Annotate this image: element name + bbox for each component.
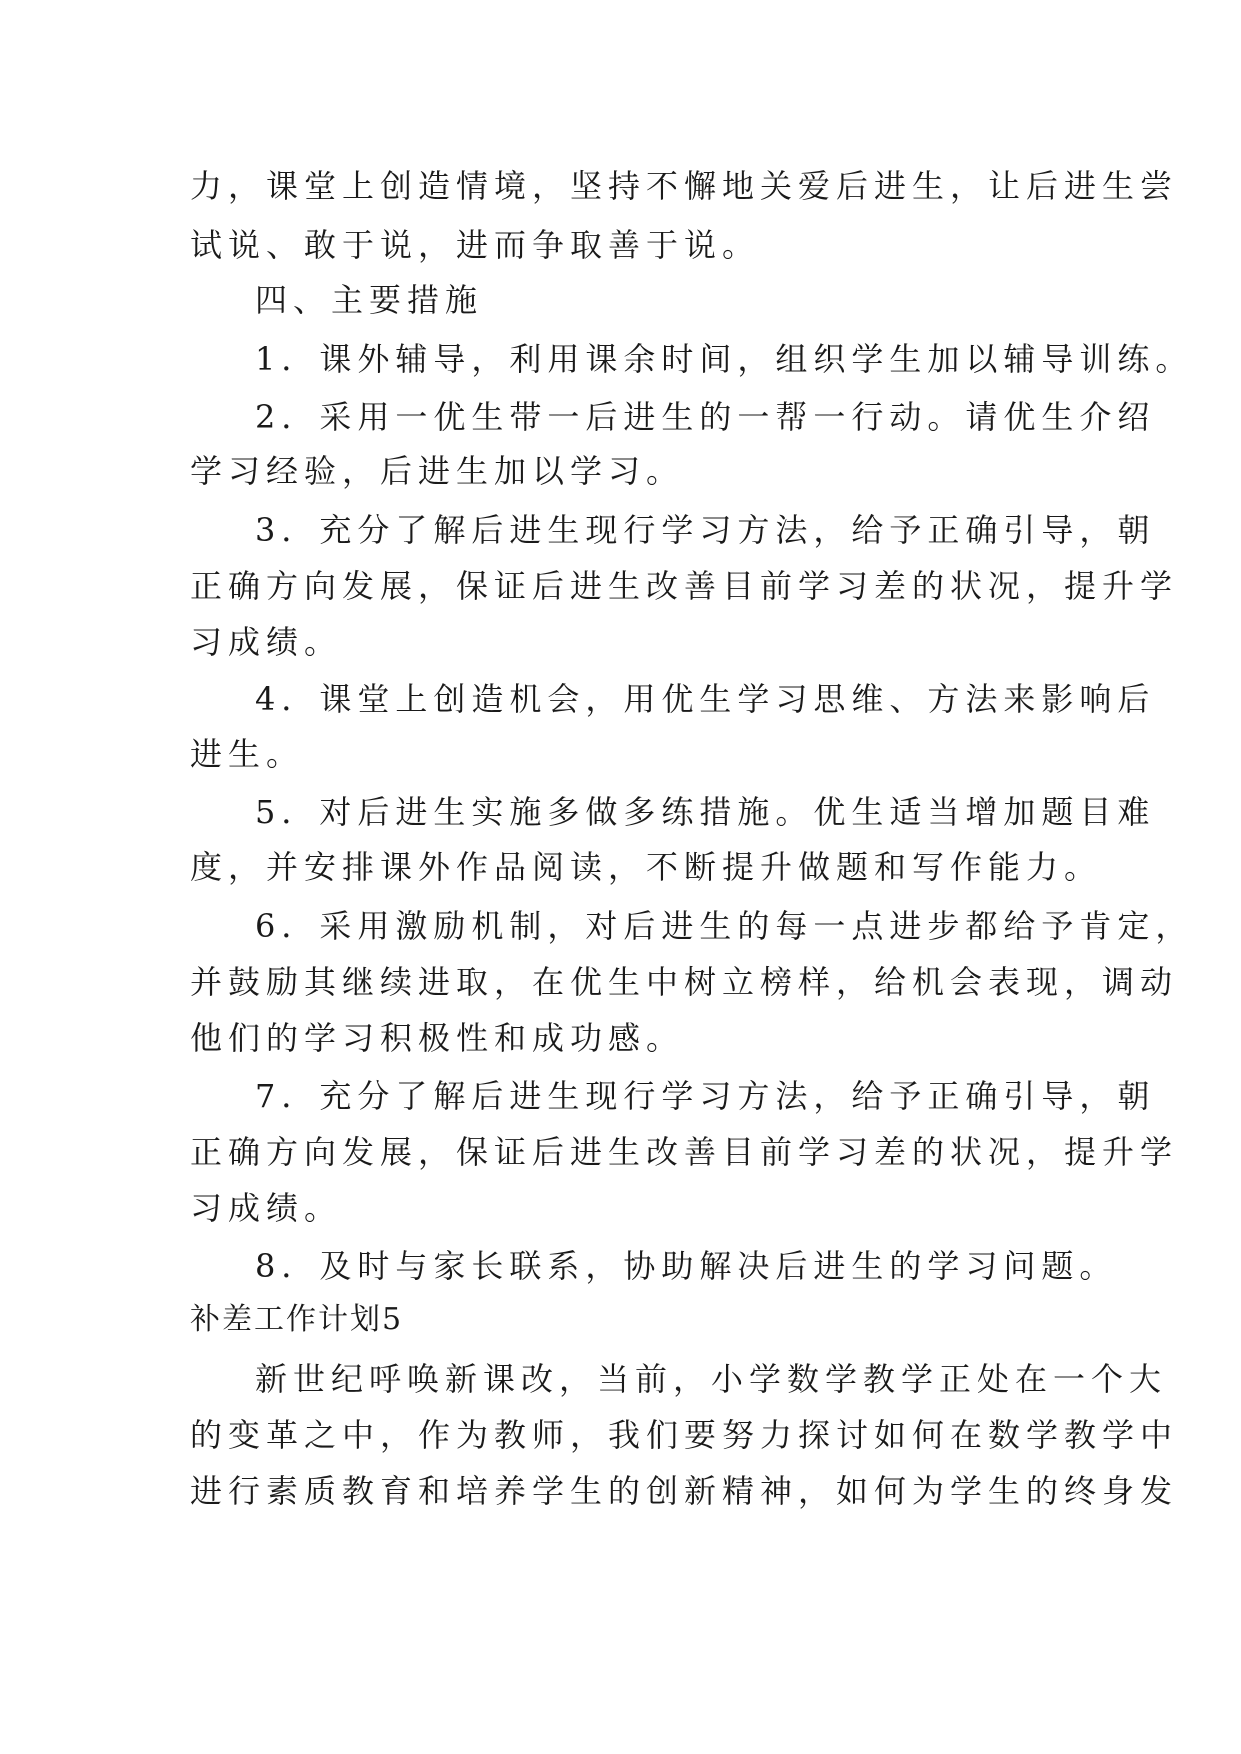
paragraph-line: 力，课堂上创造情境，坚持不懈地关爱后进生，让后进生尝 [190,167,1179,205]
paragraph-line: 他们的学习积极性和成功感。 [190,1019,685,1057]
paragraph-line: 度，并安排课外作品阅读，不断提升做题和写作能力。 [190,848,1103,886]
paragraph-line: 试说、敢于说，进而争取善于说。 [190,226,761,264]
list-item: 2．采用一优生带一后进生的一帮一行动。请优生介绍 [255,398,1156,436]
list-item: 3．充分了解后进生现行学习方法，给予正确引导，朝 [255,511,1156,549]
list-item: 7．充分了解后进生现行学习方法，给予正确引导，朝 [255,1077,1156,1115]
paragraph-line: 习成绩。 [190,623,343,661]
list-item: 1．课外辅导，利用课余时间，组织学生加以辅导训练。 [255,340,1194,378]
section-heading: 四、主要措施 [255,281,484,319]
paragraph-line: 新世纪呼唤新课改，当前，小学数学教学正处在一个大 [255,1360,1168,1398]
paragraph-line: 进生。 [190,735,305,773]
paragraph-line: 正确方向发展，保证后进生改善目前学习差的状况，提升学 [190,567,1179,605]
list-item: 5．对后进生实施多做多练措施。优生适当增加题目难 [255,793,1156,831]
section-title: 补差工作计划5 [190,1302,404,1337]
paragraph-line: 进行素质教育和培养学生的创新精神，如何为学生的终身发 [190,1472,1179,1510]
paragraph-line: 正确方向发展，保证后进生改善目前学习差的状况，提升学 [190,1133,1179,1171]
paragraph-line: 的变革之中，作为教师，我们要努力探讨如何在数学教学中 [190,1416,1179,1454]
paragraph-line: 习成绩。 [190,1189,343,1227]
list-item: 6．采用激励机制，对后进生的每一点进步都给予肯定， [255,907,1194,945]
list-item: 8．及时与家长联系，协助解决后进生的学习问题。 [255,1247,1118,1285]
list-item: 4．课堂上创造机会，用优生学习思维、方法来影响后 [255,680,1156,718]
paragraph-line: 并鼓励其继续进取，在优生中树立榜样，给机会表现，调动 [190,963,1179,1001]
paragraph-line: 学习经验，后进生加以学习。 [190,452,685,490]
